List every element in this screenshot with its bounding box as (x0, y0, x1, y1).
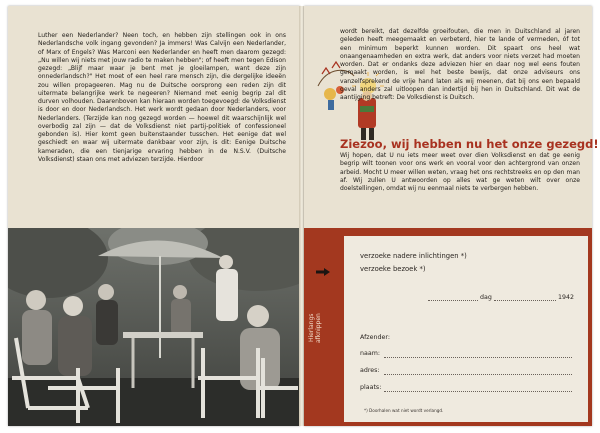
name-label: naam: (360, 350, 380, 357)
headline: Ziezoo, wij hebben nu het onze gezegd! (340, 137, 599, 151)
right-page (304, 6, 599, 426)
address-label: adres: (360, 367, 380, 374)
right-body-text-top: wordt bereikt, dat dezelfde groeifouten, die men in Duitschland al jaren geleden heeft meegemaakt en verbeterd, hier te lande of vermeden, óf tot een minimum beperkt kunnen worden. Dit spaart ons heel wat onaangenaamheden en extra werk, dat anders voor niets verzet had moeten worden. Dat er ondanks deze adviezen hier en daar nog wel eens fouten gemaakt worden, is wel het beste bewijs, dat onze adviseurs ons vanzelfsprekend de vrije hand laten als wij meenen, dat bij ons een bepaald geval anders zal uitloopen dan indertijd bij hen in Duitschland. Dit wat de aantijging betreft: De Volksdienst is Duitsch. (340, 28, 580, 101)
right-body-text-bottom: Wij hopen, dat U nu iets meer weet over dien Volksdienst en dat ge eenig begrip wilt toonen voor ons werk en vooral voor den achtergrond van onzen arbeid. Mocht U meer willen weten, vraag het ons rechtstreeks en op den man af. Wij zullen U antwoorden op alles wat ge weten wilt over onze doelstellingen, omdat wij nu eenmaal niets te verbergen hebben. (340, 152, 580, 192)
place-field[interactable] (384, 391, 572, 392)
tear-here-label: Hierlangs afknippen (308, 313, 322, 343)
left-page (8, 6, 300, 426)
sender-label: Afzender: (360, 334, 390, 341)
photo-image (8, 228, 300, 426)
coupon-footnote: *) Doorhalen wat niet wordt verlangd. (364, 408, 444, 413)
name-field[interactable] (384, 357, 572, 358)
option-visit-request[interactable]: verzoeke bezoek *) (360, 265, 426, 273)
booklet-spread (8, 6, 599, 426)
year-label: 1942 (558, 294, 575, 301)
left-body-text: Luther een Nederlander? Neen toch, en hebben zijn stellingen ook in ons Nederlandsche volk ingang gevonden? Ja immers! Was Calvijn een Nederlander, of Marx of Engels? Was Marconi een Nederlander en heeft men daarom gezegd: „Nu willen wij niets met jouw radio te maken hebben"; of heeft men tegen Edison gezegd: „Blijf maar waar je bent met je gloeilampen, want deze zijn onnederlandsch?" Het moet of een heel rare mensch zijn, die dergelijke ideeën zou willen propageeren. Mag nu de Duitsche oorsprong een reden zijn dit uitermate belangrijke werk te negeeren? Niemand met eenig begrip zal dit durven volhouden. Daarenboven kan hieraan worden toegevoegd: de Volksdienst is door en door Nederlandsch. Het werk wordt gedaan door Nederlanders, voor Nederlanders. (Terzijde kan nog gezegd worden — hoewel dit waarschijnlijk wel overbodig zal zijn — dat de Volksdienst niet partij-politiek of confessioneel gebonden is). Hier komt geen buitenstaander tusschen. Het eenige dat wel geschiedt en waar wij uitermate dankbaar voor zijn, is dit: Eenige Duitsche kameraden, die een tienjarige ervaring hebben in de N.S.V. (Duitsche Volksdienst) staan ons met adviezen terzijde. Hierdoor (38, 32, 286, 163)
garden-group-photo (8, 228, 300, 426)
reply-coupon (344, 236, 588, 422)
day-label: dag (480, 294, 492, 301)
arrow-right-icon (316, 268, 330, 276)
address-field[interactable] (384, 374, 572, 375)
day-number-line[interactable] (428, 300, 478, 301)
month-line[interactable] (494, 300, 556, 301)
option-more-information[interactable]: verzoeke nadere inlichtingen *) (360, 252, 467, 260)
place-label: plaats: (360, 384, 382, 391)
